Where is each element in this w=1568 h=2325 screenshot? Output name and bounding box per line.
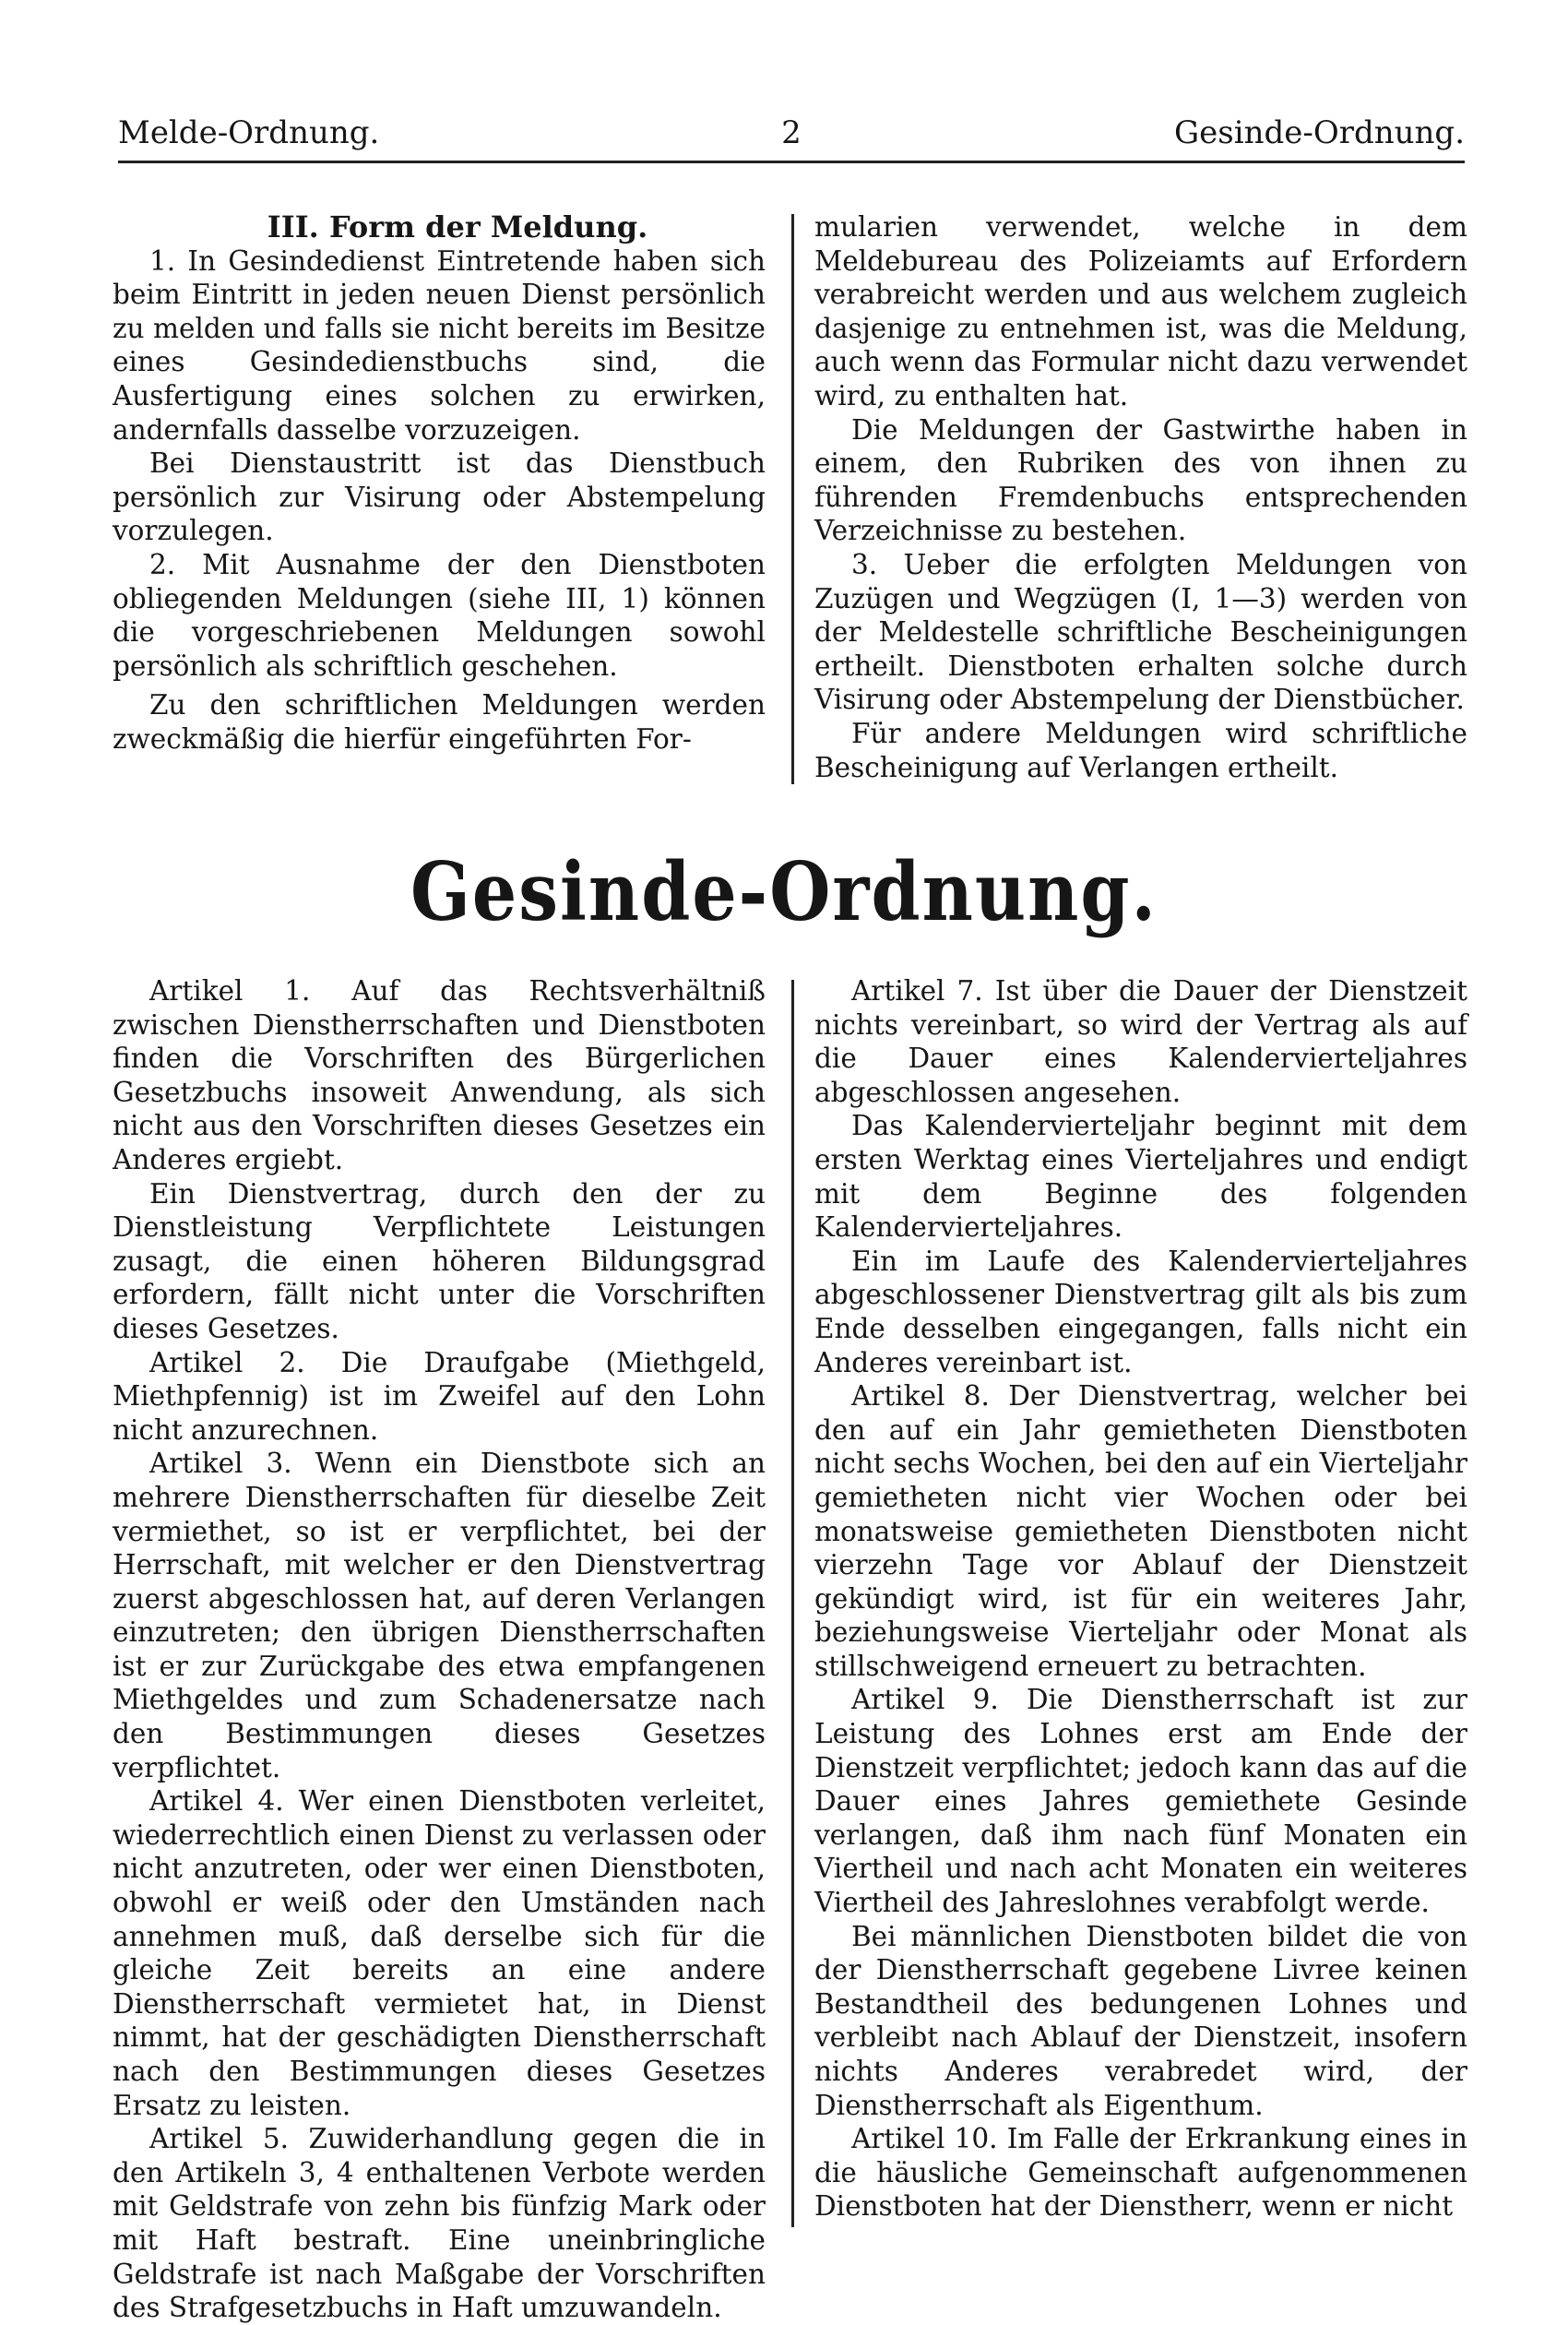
gesinde-right-column — [814, 974, 1467, 2224]
paragraph: 2. Mit Ausnahme der den Dienstboten obliegenden Meldungen (siehe III, 1) können die vorgeschriebenen Meldungen sowohl persönlich als schriftlich geschehen. — [113, 548, 766, 682]
article-paragraph: Ein im Laufe des Kalendervierteljahres abgeschlossener Dienstvertrag gilt als bis zum Ende desselben eingegangen, falls nicht ein Anderes vereinbart ist. — [814, 1245, 1467, 1378]
paragraph: 3. Ueber die erfolgten Meldungen von Zuzügen und Wegzügen (I, 1—3) werden von der Meldestelle schriftliche Bescheinigungen ertheilt. Dienstboten erhalten solche durch Visirung oder Abstempelung der Dienstbücher. — [814, 548, 1467, 716]
article-paragraph: Artikel 4. Wer einen Dienstboten verleitet, wiederrechtlich einen Dienst zu verlassen oder nicht anzutreten, oder wer einen Dienstboten, obwohl er weiß oder den Umständen nach annehmen muß, daß derselbe sich für die gleiche Zeit bereits an eine andere Dienstherrschaft vermietet hat, in Dienst nimmt, hat der geschädigten Dienstherrschaft nach den Bestimmungen dieses Gesetzes Ersatz zu leisten. — [113, 1785, 766, 2121]
article-paragraph: Artikel 9. Die Dienstherrschaft ist zur Leistung des Lohnes erst am Ende der Dienstzeit verpflichtet; jedoch kann das auf die Dauer eines Jahres gemiethete Gesinde verlangen, daß ihm nach fünf Monaten ein Viertheil und nach acht Monaten ein weiteres Viertheil des Jahreslohnes verabfolgt werde. — [814, 1684, 1467, 1919]
paragraph: Bei Dienstaustritt ist das Dienstbuch persönlich zur Visirung oder Abstempelung vorzulegen. — [113, 447, 766, 547]
paragraph: Zu den schriftlichen Meldungen werden zweckmäßig die hierfür eingeführten For- — [113, 689, 766, 755]
article-paragraph: Das Kalendervierteljahr beginnt mit dem ersten Werktag eines Vierteljahres und endigt mit dem Beginne des folgenden Kalendervierteljahres. — [814, 1110, 1467, 1244]
article-paragraph: Ein Dienstvertrag, durch den der zu Dienstleistung Verpflichtete Leistungen zusagt, die einen höheren Bildungsgrad erfordern, fällt nicht unter die Vorschriften dieses Gesetzes. — [113, 1177, 766, 1344]
column-divider — [791, 214, 794, 784]
paragraph: 1. In Gesindedienst Eintretende haben sich beim Eintritt in jeden neuen Dienst persönlich zu melden und falls sie nicht bereits im Besitze eines Gesindedienstbuchs sind, die Ausfertigung eines solchen zu erwirken, andernfalls dasselbe vorzuzeigen. — [113, 244, 766, 446]
article-paragraph: Artikel 8. Der Dienstvertrag, welcher bei den auf ein Jahr gemietheten Dienstboten nicht sechs Wochen, bei den auf ein Vierteljahr gemietheten nicht vier Wochen oder bei monatsweise gemietheten Dienstboten nicht vierzehn Tage vor Ablauf der Dienstzeit gekündigt wird, ist für ein weiteres Jahr, beziehungsweise Vierteljahr oder Monat als stillschweigend erneuert zu betrachten. — [814, 1380, 1467, 1682]
header-right-title: Gesinde-Ordnung. — [1173, 114, 1465, 151]
article-paragraph: Artikel 1. Auf das Rechtsverhältniß zwischen Dienstherrschaften und Dienstboten finden die Vorschriften des Bürgerlichen Gesetzbuchs insoweit Anwendung, als sich nicht aus den Vorschriften dieses Gesetzes ein Anderes ergiebt. — [113, 975, 766, 1175]
document-title: Gesinde-Ordnung. — [410, 844, 1158, 939]
melde-left-column — [113, 210, 766, 757]
gesinde-left-column — [113, 974, 766, 2325]
paragraph: Für andere Meldungen wird schriftliche Bescheinigung auf Verlangen ertheilt. — [814, 717, 1467, 783]
running-header — [118, 109, 1465, 161]
article-paragraph: Bei männlichen Dienstboten bildet die von der Dienstherrschaft gegebene Livree keinen Bestandtheil des bedungenen Lohnes und verbleibt nach Ablauf der Dienstzeit, insofern nichts Anderes verabredet wird, der Dienstherrschaft als Eigenthum. — [814, 1920, 1467, 2121]
article-paragraph: Artikel 10. Im Falle der Erkrankung eines in die häusliche Gemeinschaft aufgenommenen Dienstboten hat der Dienstherr, wenn er nicht — [814, 2123, 1467, 2223]
paragraph: mularien verwendet, welche in dem Meldebureau des Polizeiamts auf Erfordern verabreicht werden und aus welchem zugleich dasjenige zu entnehmen ist, was die Meldung, auch wenn das Formular nicht dazu verwendet wird, zu enthalten hat. — [814, 211, 1467, 411]
header-rule — [118, 161, 1465, 163]
article-paragraph: Artikel 5. Zuwiderhandlung gegen die in den Artikeln 3, 4 enthaltenen Verbote werden mit Geldstrafe von zehn bis fünfzig Mark oder mit Haft bestraft. Eine uneinbringliche Geldstrafe ist nach Maßgabe der Vorschriften des Strafgesetzbuchs in Haft umzuwandeln. — [113, 2123, 766, 2324]
melde-right-column — [814, 210, 1467, 784]
paragraph: Die Meldungen der Gastwirthe haben in einem, den Rubriken des von ihnen zu führenden Fremdenbuchs entsprechenden Verzeichnisse zu bestehen. — [814, 413, 1467, 547]
article-paragraph: Artikel 3. Wenn ein Dienstbote sich an mehrere Dienstherrschaften für dieselbe Zeit vermiethet, so ist er verpflichtet, bei der Herrschaft, mit welcher er den Dienstvertrag zuerst abgeschlossen hat, auf deren Verlangen einzutreten; den übrigen Dienstherrschaften ist er zur Zurückgabe des etwa empfangenen Miethgeldes und zum Schadenersatze nach den Bestimmungen dieses Gesetzes verpflichtet. — [113, 1448, 766, 1783]
article-paragraph: Artikel 2. Die Draufgabe (Miethgeld, Miethpfennig) ist im Zweifel auf den Lohn nicht anzurechnen. — [113, 1346, 766, 1446]
column-divider — [791, 980, 794, 2227]
section-title: III. Form der Meldung. — [267, 209, 648, 244]
article-paragraph: Artikel 7. Ist über die Dauer der Dienstzeit nichts vereinbart, so wird der Vertrag als auf die Dauer eines Kalendervierteljahres abgeschlossen angesehen. — [814, 975, 1467, 1108]
header-left-title: Melde-Ordnung. — [118, 114, 380, 151]
page-number: 2 — [781, 114, 802, 151]
